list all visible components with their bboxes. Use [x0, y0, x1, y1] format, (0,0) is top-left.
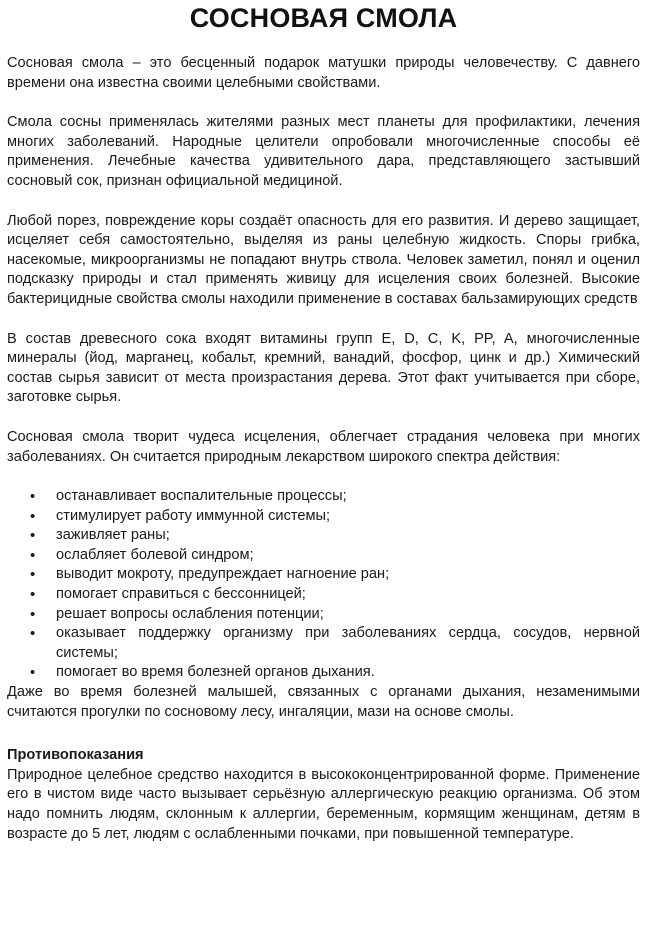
bullet-icon: •	[30, 507, 36, 525]
list-item	[7, 526, 640, 546]
bullet-icon: •	[30, 586, 36, 604]
list-item	[7, 487, 640, 507]
list-item	[7, 565, 640, 585]
list-item-text: выводит мокроту, предупреждает нагноение ран;	[56, 566, 390, 583]
list-item	[7, 585, 640, 605]
paragraph-tree-protection: Любой порез, повреждение коры создаёт опасность для его развития. И дерево защищает, исцеляет себя самостоятельно, выделяя из раны целебную жидкость. Споры грибка, насекомые, микроорганизмы не попадают внутрь ствола. Человек заметил, понял и оценил подсказку природы и стал применять живицу для исцеления своих болезней. Высокие бактерицидные свойства смолы находили применение в составах бальзамирующих средств	[7, 212, 640, 307]
bullet-icon: •	[30, 625, 36, 643]
list-item-text: заживляет раны;	[56, 527, 170, 544]
benefits-list	[7, 487, 640, 683]
contraindications-heading: Противопоказания	[7, 747, 144, 764]
bullet-icon: •	[30, 566, 36, 584]
list-item	[7, 663, 640, 683]
paragraph-intro: Сосновая смола – это бесценный подарок матушки природы человечеству. С давнего времени она известна своими целебными свойствами.	[7, 55, 640, 91]
list-item-text: помогает во время болезней органов дыхания.	[56, 664, 375, 681]
list-item-text: оказывает поддержку организму при заболеваниях сердца, сосудов, нервной системы;	[56, 625, 640, 661]
paragraph-composition: В состав древесного сока входят витамины групп E, D, C, K, PP, A, многочисленные минералы (йод, марганец, кобальт, кремний, ванадий, фосфор, цинк и др.) Химический состав сырья зависит от места произрастания дерева. Этот факт учитывается при сборе, заготовке сырья.	[7, 330, 640, 406]
article-title: СОСНОВАЯ СМОЛА	[189, 3, 458, 33]
bullet-icon: •	[30, 488, 36, 506]
list-item	[7, 507, 640, 527]
paragraph-children: Даже во время болезней малышей, связанных с органами дыхания, незаменимыми считаются прогулки по сосновому лесу, ингаляции, мази на основе смолы.	[7, 684, 640, 720]
paragraph-folk-medicine: Смола сосны применялась жителями разных мест планеты для профилактики, лечения многих заболеваний. Народные целители опробовали многочисленные способы её применения. Лечебные качества удивительного дара, представляющего застывший сосновый сок, признан официальной медициной.	[7, 114, 640, 189]
list-item-text: останавливает воспалительные процессы;	[56, 488, 347, 505]
paragraph-contraindications: Природное целебное средство находится в высококонцентрированной форме. Применение его в чистом виде часто вызывает серьёзную аллергическую реакцию организма. Об этом надо помнить людям, склонным к аллергии, беременным, кормящим женщинам, детям в возрасте до 5 лет, людям с ослабленными почками, при повышенной температуре.	[7, 766, 640, 842]
list-item	[7, 546, 640, 566]
list-item-text: ослабляет болевой синдром;	[56, 546, 254, 563]
bullet-icon: •	[30, 605, 36, 623]
list-item-text: помогает справиться с бессонницей;	[56, 586, 306, 603]
bullet-icon: •	[30, 664, 36, 682]
paragraph-healing: Сосновая смола творит чудеса исцеления, облегчает страдания человека при многих заболеваниях. Он считается природным лекарством широкого спектра действия:	[7, 428, 640, 465]
list-item-text: решает вопросы ослабления потенции;	[56, 605, 324, 622]
list-item	[7, 624, 640, 663]
bullet-icon: •	[30, 527, 36, 545]
list-item	[7, 605, 640, 625]
bullet-icon: •	[30, 546, 36, 564]
list-item-text: стимулирует работу иммунной системы;	[56, 507, 331, 524]
